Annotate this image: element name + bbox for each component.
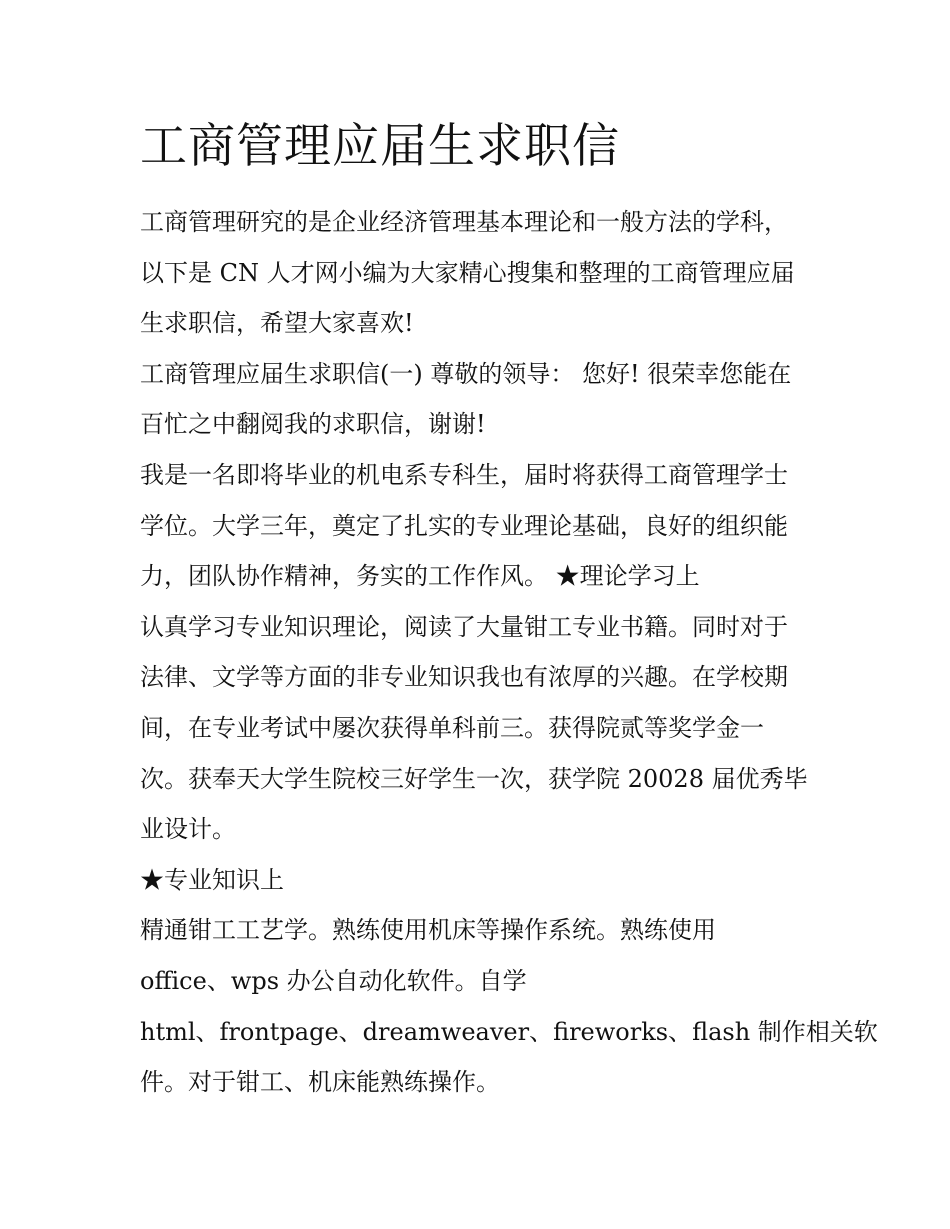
body-line: 认真学习专业知识理论，阅读了大量钳工专业书籍。同时对于: [140, 612, 788, 641]
body-line: 工商管理研究的是企业经济管理基本理论和一般方法的学科，: [140, 208, 788, 236]
body-line: 业设计。: [140, 815, 236, 844]
body-line: 百忙之中翻阅我的求职信，谢谢!: [140, 410, 486, 439]
body-line: html、frontpage、dreamweaver、fireworks、flash 制作相关软: [140, 1017, 878, 1046]
body-line: 件。对于钳工、机床能熟练操作。: [140, 1068, 500, 1097]
body-line: 我是一名即将毕业的机电系专科生，届时将获得工商管理学士: [140, 460, 788, 489]
document-body: [140, 197, 878, 1108]
body-line: 工商管理应届生求职信(一) 尊敬的领导： 您好! 很荣幸您能在: [140, 359, 792, 388]
body-line: 法律、文学等方面的非专业知识我也有浓厚的兴趣。在学校期: [140, 663, 788, 692]
body-line: 精通钳工工艺学。熟练使用机床等操作系统。熟练使用: [140, 916, 716, 945]
body-line: 力，团队协作精神，务实的工作作风。 ★理论学习上: [140, 562, 700, 591]
body-line: 以下是 CN 人才网小编为大家精心搜集和整理的工商管理应届: [140, 258, 795, 287]
body-line: 生求职信，希望大家喜欢!: [140, 309, 414, 338]
body-line: 间，在专业考试中屡次获得单科前三。获得院贰等奖学金一: [140, 713, 764, 742]
section-heading: ★专业知识上: [140, 865, 284, 894]
document-title: 工商管理应届生求职信: [140, 119, 620, 174]
body-line: office、wps 办公自动化软件。自学: [140, 966, 527, 995]
body-line: 次。获奉天大学生院校三好学生一次，获学院 20028 届优秀毕: [140, 764, 808, 793]
body-line: 学位。大学三年，奠定了扎实的专业理论基础，良好的组织能: [140, 511, 788, 540]
